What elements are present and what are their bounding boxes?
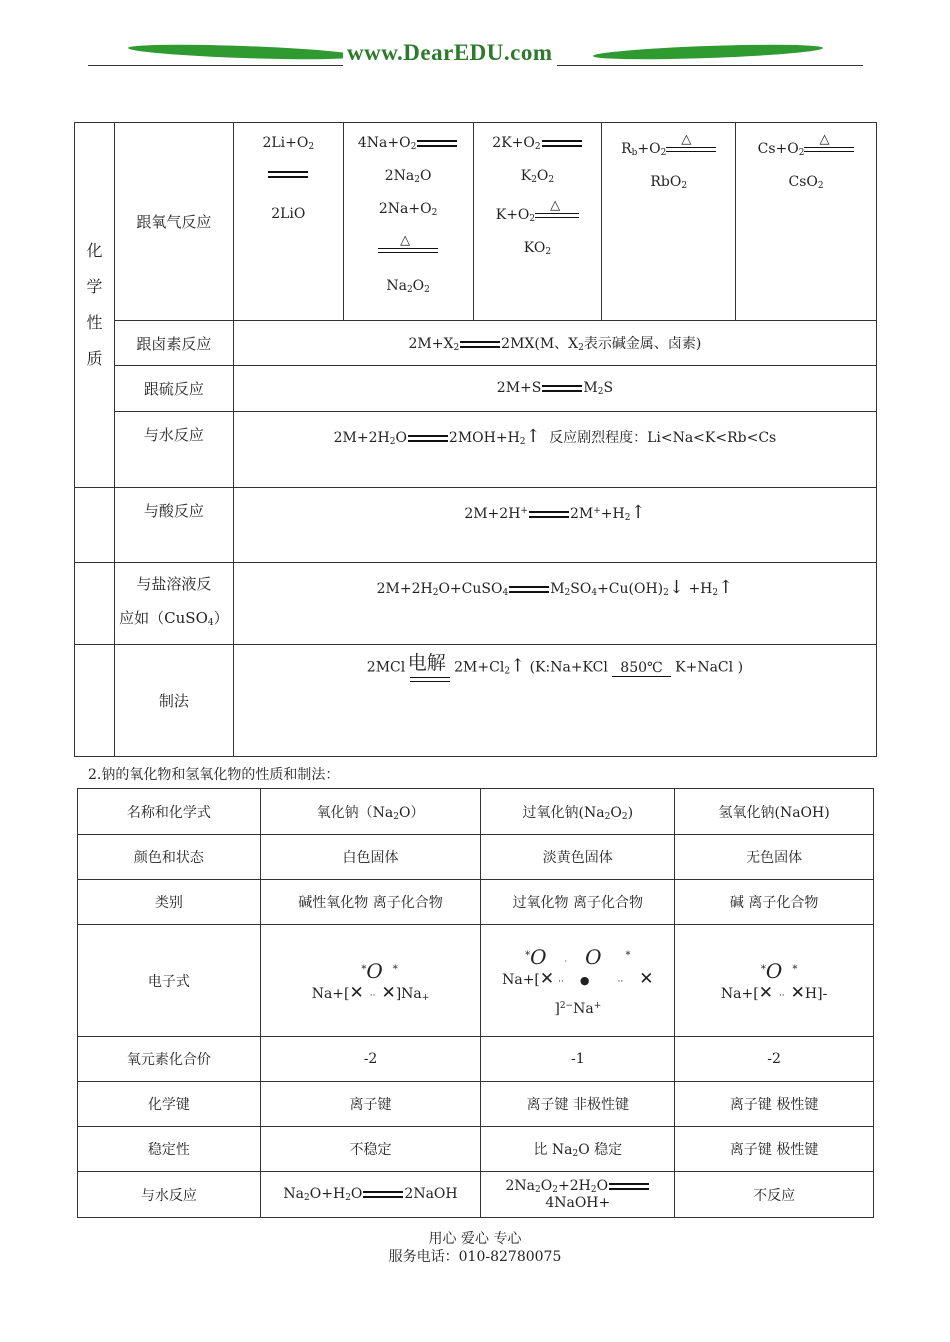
heating-equals: △ xyxy=(535,213,579,218)
halogen-reaction-label: 跟卤素反应 xyxy=(114,321,233,366)
electrolysis-equals: 电解 xyxy=(410,677,450,682)
sodium-compounds-table: 名称和化学式 氧化钠（Na2O） 过氧化钠(Na2O2) 氢氧化钠(NaOH) 颜色和状态 白色固体 淡黄色固体 无色固体 类别 碱性氧化物 离子化合物 过氧化物 离子化合物 碱 离子化合物 电子式 *O * Na+[✕ ·· ✕]Na+ *O · O * Na+[✕ ·· ● ·· ✕ ]$^{2-}$Na+ *O * Na+[✕ ·· ✕H]- 氧元素化合价 -2 -1 -2 化学键 离子键 离子键 非极性键 离子键 极性键 稳定性 不稳定 比 Na2O 稳定 离子键 极性键 与水反应 Na2O+H2O 2NaOH 2Na2O2+2H2O4NaOH+ 不反应 xyxy=(77,788,874,1218)
row-label-electron: 电子式 xyxy=(78,925,261,1037)
chemical-property-group: 化 学 性 质 xyxy=(75,123,115,488)
equals-sign xyxy=(268,171,308,178)
equals-sign xyxy=(460,341,500,348)
cs-oxygen-cell: Cs+O2 △ CsO2 xyxy=(736,123,877,321)
header-na2o: 氧化钠（Na2O） xyxy=(260,789,481,835)
preparation-equation: 2MCl 电解 2M+Cl2↑ (K:Na+KCl 850℃ K+NaCl ) xyxy=(233,645,876,757)
rb-oxygen-cell: Rb+O2 △ RbO2 xyxy=(602,123,736,321)
section-caption: 2.钠的氧化物和氢氧化物的性质和制法： xyxy=(88,767,340,783)
equals-sign xyxy=(609,1183,649,1190)
na-oxygen-cell: 4Na+O2 2Na2O 2Na+O2 △ Na2O2 xyxy=(343,123,473,321)
equals-sign xyxy=(542,385,582,392)
header-naoh: 氢氧化钠(NaOH) xyxy=(675,789,874,835)
equals-sign xyxy=(509,586,549,593)
row-label-valence: 氧元素化合价 xyxy=(78,1037,261,1082)
row-label-category: 类别 xyxy=(78,880,261,925)
row-label-color: 颜色和状态 xyxy=(78,835,261,880)
li-oxygen-cell: 2Li+O2 2LiO xyxy=(233,123,343,321)
page-footer xyxy=(0,1230,950,1266)
right-leaf-decoration xyxy=(593,42,823,62)
oxygen-reaction-label: 跟氧气反应 xyxy=(114,123,233,321)
sulfur-equation: 2M+S M2S xyxy=(233,366,876,412)
sulfur-reaction-label: 跟硫反应 xyxy=(114,366,233,412)
salt-reaction-label: 与盐溶液反 应如（CuSO4） xyxy=(114,563,233,645)
naoh-electron-formula: *O * Na+[✕ ·· ✕H]- xyxy=(675,925,874,1037)
heating-equals: △ xyxy=(804,147,854,152)
row-label-bond: 化学键 xyxy=(78,1082,261,1127)
na2o-electron-formula: *O * Na+[✕ ·· ✕]Na+ xyxy=(260,925,481,1037)
page-header xyxy=(88,38,863,70)
k-oxygen-cell: 2K+O2 K2O2 K+O2 △ KO2 xyxy=(473,123,602,321)
equals-sign xyxy=(529,511,569,518)
halogen-equation: 2M+X2 2MX(M、X2表示碱金属、卤素) xyxy=(233,321,876,366)
heating-equals: △ xyxy=(378,248,438,253)
na2o2-electron-formula: *O · O * Na+[✕ ·· ● ·· ✕ ]$^{2-}$Na+ xyxy=(481,925,675,1037)
preparation-label: 制法 xyxy=(114,645,233,757)
footer-slogan: 用心 爱心 专心 xyxy=(428,1231,522,1247)
left-leaf-decoration xyxy=(128,42,358,62)
equals-sign xyxy=(408,435,448,442)
site-logo[interactable]: www.DearEDU.com xyxy=(343,40,557,66)
water-reaction-label: 与水反应 xyxy=(114,412,233,488)
header-name: 名称和化学式 xyxy=(78,789,261,835)
equals-sign xyxy=(363,1191,403,1198)
na2o-water-equation: Na2O+H2O 2NaOH xyxy=(260,1172,481,1218)
equals-sign xyxy=(417,140,457,147)
na2o2-water-equation: 2Na2O2+2H2O4NaOH+ xyxy=(481,1172,675,1218)
salt-equation: 2M+2H2O+CuSO4 M2SO4+Cu(OH)2↓ +H2↑ xyxy=(233,563,876,645)
heating-equals: △ xyxy=(666,147,716,152)
acid-equation: 2M+2H+ 2M++H2↑ xyxy=(233,488,876,563)
water-equation: 2M+2H2O 2MOH+H2↑ 反应剧烈程度：Li<Na<K<Rb<Cs xyxy=(233,412,876,488)
row-label-stability: 稳定性 xyxy=(78,1127,261,1172)
alkali-metal-table xyxy=(74,122,877,757)
footer-phone: 服务电话：010-82780075 xyxy=(388,1249,562,1265)
header-na2o2: 过氧化钠(Na2O2) xyxy=(481,789,675,835)
row-label-water: 与水反应 xyxy=(78,1172,261,1218)
equals-sign xyxy=(542,140,582,147)
acid-reaction-label: 与酸反应 xyxy=(114,488,233,563)
